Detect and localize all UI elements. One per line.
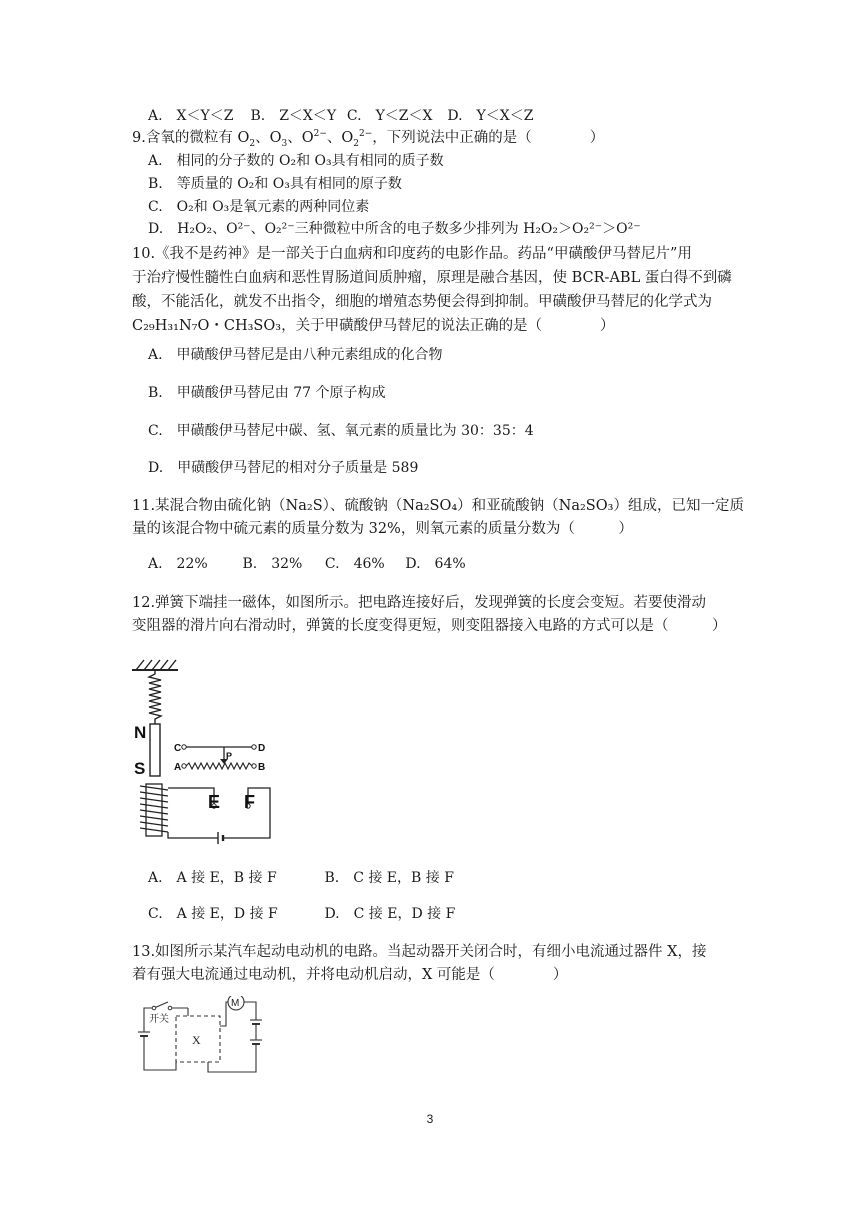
q13-motor-label: M: [231, 998, 240, 1009]
q9-stem: [132, 128, 604, 148]
q10-line3: 酸，不能活化，就发不出指令，细胞的增殖态势便会得到抑制。甲磺酸伊马替尼的化学式为: [132, 294, 712, 310]
q9-option-b: B. 等质量的 O₂和 O₃具有相同的原子数: [148, 176, 402, 192]
q8-option-d: D. Y＜X＜Z: [447, 108, 534, 124]
q8-option-a: A. X＜Y＜Z: [148, 108, 234, 124]
q12-option-c: C. A 接 E，D 接 F: [148, 906, 278, 922]
q12-line1: 12.弹簧下端挂一磁体，如图所示。把电路连接好后，发现弹簧的长度会变短。若要使滑动: [132, 595, 707, 611]
q12-option-b: B. C 接 E，B 接 F: [324, 870, 454, 886]
q11-line2: 量的该混合物中硫元素的质量分数为 32%，则氧元素的质量分数为（ ）: [132, 521, 633, 537]
q10-option-b: B. 甲磺酸伊马替尼由 77 个原子构成: [148, 385, 386, 401]
q12-line2: 变阻器的滑片向右滑动时，弹簧的长度变得更短，则变阻器接入电路的方式可以是（ ）: [132, 618, 727, 634]
q9-stem-end: ，下列说法中正确的是（ ）: [372, 130, 605, 146]
q12-options-row2: [148, 904, 455, 924]
q9-option-a: A. 相同的分子数的 O₂和 O₃具有相同的质子数: [148, 153, 444, 169]
q12-label-n: N: [134, 723, 147, 742]
q12-label-e: E: [208, 792, 221, 812]
q11-options: [148, 554, 466, 574]
q13-line1: 13.如图所示某汽车起动电动机的电路。当起动器开关闭合时，有细小电流通过器件 X，接: [132, 944, 707, 960]
q12-option-d: D. C 接 E，D 接 F: [324, 906, 456, 922]
q11-line1: 11.某混合物由硫化钠（Na₂S）、硫酸钠（Na₂SO₄）和亚硫酸钠（Na₂SO₃）组成，已知一定质: [132, 498, 744, 514]
q12-circuit-figure: [130, 656, 290, 846]
page-number: 3: [426, 1112, 434, 1126]
q11-option-d: D. 64%: [405, 556, 466, 572]
q9-option-d: D. H₂O₂、O²⁻、O₂²⁻三种微粒中所含的电子数多少排列为 H₂O₂＞O₂²⁻＞O²⁻: [148, 221, 641, 237]
q12-option-a: A. A 接 E，B 接 F: [148, 870, 277, 886]
q9-stem-start: 9.含氧的微粒有: [132, 130, 238, 146]
q12-label-c: C: [174, 743, 182, 754]
q8-options: [148, 106, 533, 126]
q10-line2: 于治疗慢性髓性白血病和恶性胃肠道间质肿瘤，原理是融合基因，使 BCR-ABL 蛋白得不到磷: [132, 270, 732, 286]
q11-option-c: C. 46%: [324, 556, 385, 572]
q12-label-f: F: [244, 792, 255, 812]
q10-line1: 10.《我不是药神》是一部关于白血病和印度药的电影作品。药品“甲磺酸伊马替尼片”用: [132, 246, 692, 262]
q11-option-b: B. 32%: [242, 556, 303, 572]
q12-label-p: P: [226, 751, 233, 761]
q13-line2: 着有强大电流通过电动机，并将电动机启动，X 可能是（ ）: [132, 967, 568, 983]
q8-option-c: C. Y＜Z＜X: [346, 108, 433, 124]
q10-option-a: A. 甲磺酸伊马替尼是由八种元素组成的化合物: [148, 347, 443, 363]
q9-option-c: C. O₂和 O₃是氧元素的两种同位素: [148, 199, 370, 215]
q12-label-a: A: [174, 762, 182, 773]
q10-line4: C₂₉H₃₁N₇O・CH₃SO₃，关于甲磺酸伊马替尼的说法正确的是（ ）: [132, 318, 615, 334]
q13-x-label: X: [192, 1033, 201, 1047]
q13-circuit-figure: [136, 996, 276, 1082]
q12-label-s: S: [134, 759, 146, 778]
q9-species: $O_2$、$O_3$、$O^{2-}$、$O_2^{2-}$: [237, 129, 373, 149]
q12-label-b: B: [258, 762, 266, 773]
q12-label-d: D: [258, 743, 266, 754]
q10-option-d: D. 甲磺酸伊马替尼的相对分子质量是 589: [148, 460, 419, 476]
q10-option-c: C. 甲磺酸伊马替尼中碳、氢、氧元素的质量比为 30：35：4: [148, 423, 534, 439]
q13-switch-label: 开关: [149, 1014, 169, 1025]
q11-option-a: A. 22%: [148, 556, 208, 572]
q8-option-b: B. Z＜X＜Y: [250, 108, 337, 124]
q12-options-row1: [148, 868, 454, 888]
